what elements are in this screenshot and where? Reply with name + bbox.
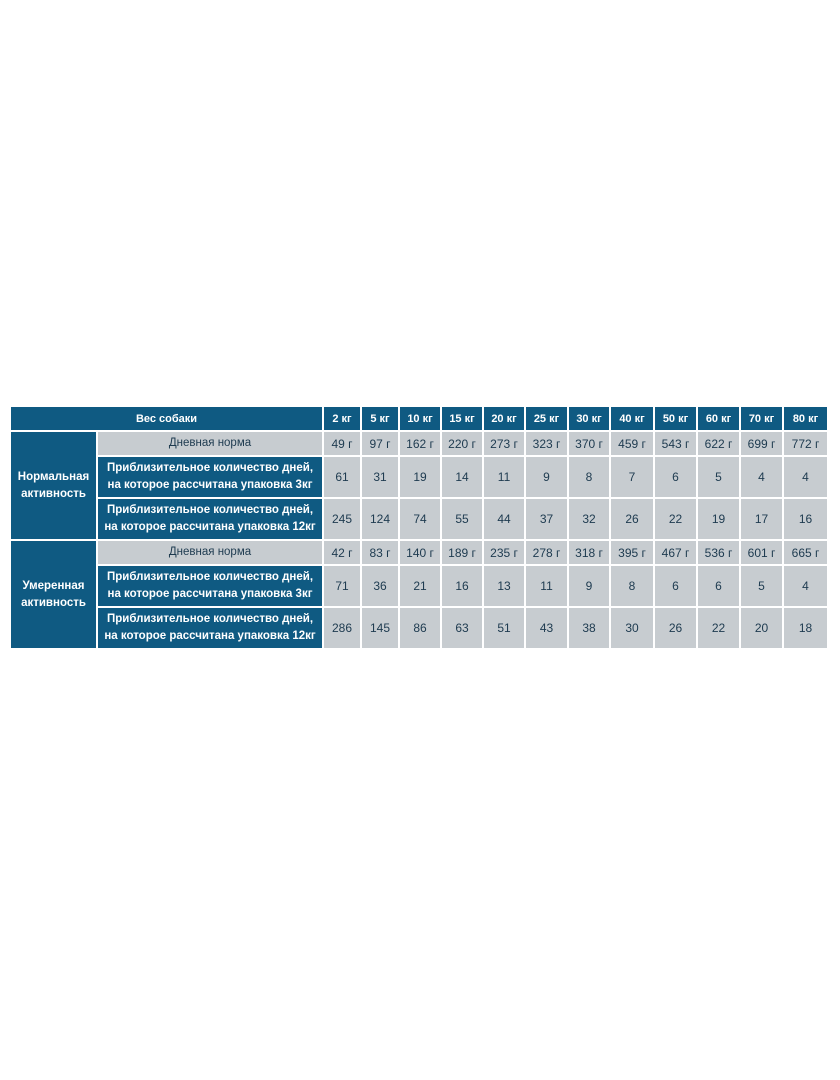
weight-col-header: 80 кг — [784, 407, 827, 430]
row-label-days-3kg — [98, 457, 322, 497]
table-cell: 49 г — [324, 432, 360, 455]
table-cell: 278 г — [526, 541, 567, 564]
table-cell: 18 — [784, 608, 827, 648]
weight-col-header: 10 кг — [400, 407, 440, 430]
weight-col-header: 20 кг — [484, 407, 524, 430]
weight-col-header: 60 кг — [698, 407, 739, 430]
table-cell: 8 — [569, 457, 609, 497]
table-cell: 38 — [569, 608, 609, 648]
weight-col-header: 25 кг — [526, 407, 567, 430]
table-cell: 318 г — [569, 541, 609, 564]
table-cell: 273 г — [484, 432, 524, 455]
feeding-table — [9, 405, 829, 650]
table-row — [11, 457, 827, 497]
table-cell: 30 — [611, 608, 653, 648]
row-label-line: Приблизительное количество дней, — [107, 504, 314, 516]
weight-col-header: 5 кг — [362, 407, 398, 430]
table-cell: 44 — [484, 499, 524, 539]
table-cell: 22 — [655, 499, 696, 539]
row-label-line: на которое рассчитана упаковка 12кг — [104, 521, 316, 533]
table-cell: 140 г — [400, 541, 440, 564]
row-label-line: на которое рассчитана упаковка 3кг — [107, 588, 313, 600]
table-cell: 17 — [741, 499, 782, 539]
table-cell: 83 г — [362, 541, 398, 564]
table-cell: 21 — [400, 566, 440, 606]
weight-col-header: 50 кг — [655, 407, 696, 430]
table-cell: 63 — [442, 608, 482, 648]
table-cell: 31 — [362, 457, 398, 497]
table-cell: 16 — [784, 499, 827, 539]
row-label-days-12kg — [98, 608, 322, 648]
table-cell: 32 — [569, 499, 609, 539]
table-row — [11, 566, 827, 606]
weight-col-header: 15 кг — [442, 407, 482, 430]
table-cell: 26 — [655, 608, 696, 648]
weight-col-header: 40 кг — [611, 407, 653, 430]
table-cell: 71 — [324, 566, 360, 606]
table-cell: 7 — [611, 457, 653, 497]
table-cell: 6 — [698, 566, 739, 606]
table-cell: 43 — [526, 608, 567, 648]
table-cell: 51 — [484, 608, 524, 648]
activity-label-moderate: Умеренная активность — [11, 541, 96, 648]
feeding-table-container — [11, 407, 827, 648]
table-cell: 9 — [526, 457, 567, 497]
table-row — [11, 499, 827, 539]
table-cell: 395 г — [611, 541, 653, 564]
row-label-line: Приблизительное количество дней, — [107, 462, 314, 474]
weight-header: Вес собаки — [11, 407, 322, 430]
table-cell: 19 — [698, 499, 739, 539]
table-cell: 22 — [698, 608, 739, 648]
row-label-days-3kg — [98, 566, 322, 606]
table-cell: 699 г — [741, 432, 782, 455]
table-cell: 36 — [362, 566, 398, 606]
table-cell: 286 — [324, 608, 360, 648]
weight-col-header: 70 кг — [741, 407, 782, 430]
table-cell: 9 — [569, 566, 609, 606]
table-cell: 16 — [442, 566, 482, 606]
table-cell: 11 — [484, 457, 524, 497]
table-cell: 665 г — [784, 541, 827, 564]
table-cell: 6 — [655, 566, 696, 606]
table-cell: 42 г — [324, 541, 360, 564]
table-row — [11, 432, 827, 455]
row-label-line: Приблизительное количество дней, — [107, 613, 314, 625]
weight-col-header: 2 кг — [324, 407, 360, 430]
table-cell: 772 г — [784, 432, 827, 455]
table-cell: 74 — [400, 499, 440, 539]
header-row — [11, 407, 827, 430]
table-row — [11, 608, 827, 648]
table-cell: 245 — [324, 499, 360, 539]
table-cell: 37 — [526, 499, 567, 539]
table-cell: 11 — [526, 566, 567, 606]
table-cell: 189 г — [442, 541, 482, 564]
table-cell: 61 — [324, 457, 360, 497]
table-cell: 536 г — [698, 541, 739, 564]
table-cell: 8 — [611, 566, 653, 606]
table-cell: 6 — [655, 457, 696, 497]
row-label-daily-norm: Дневная норма — [98, 541, 322, 564]
activity-label-normal: Нормальная активность — [11, 432, 96, 539]
table-cell: 459 г — [611, 432, 653, 455]
table-cell: 162 г — [400, 432, 440, 455]
table-cell: 20 — [741, 608, 782, 648]
row-label-line: на которое рассчитана упаковка 3кг — [107, 479, 313, 491]
table-cell: 5 — [698, 457, 739, 497]
table-cell: 543 г — [655, 432, 696, 455]
table-cell: 601 г — [741, 541, 782, 564]
table-row — [11, 541, 827, 564]
table-cell: 13 — [484, 566, 524, 606]
table-cell: 370 г — [569, 432, 609, 455]
table-cell: 622 г — [698, 432, 739, 455]
row-label-line: Приблизительное количество дней, — [107, 571, 314, 583]
table-cell: 124 — [362, 499, 398, 539]
table-cell: 5 — [741, 566, 782, 606]
row-label-line: на которое рассчитана упаковка 12кг — [104, 630, 316, 642]
table-cell: 97 г — [362, 432, 398, 455]
table-cell: 145 — [362, 608, 398, 648]
table-cell: 4 — [741, 457, 782, 497]
table-cell: 220 г — [442, 432, 482, 455]
table-cell: 86 — [400, 608, 440, 648]
table-cell: 467 г — [655, 541, 696, 564]
table-cell: 14 — [442, 457, 482, 497]
table-cell: 323 г — [526, 432, 567, 455]
table-cell: 4 — [784, 457, 827, 497]
table-cell: 235 г — [484, 541, 524, 564]
table-cell: 55 — [442, 499, 482, 539]
weight-col-header: 30 кг — [569, 407, 609, 430]
table-cell: 4 — [784, 566, 827, 606]
table-cell: 19 — [400, 457, 440, 497]
row-label-daily-norm: Дневная норма — [98, 432, 322, 455]
table-cell: 26 — [611, 499, 653, 539]
row-label-days-12kg — [98, 499, 322, 539]
